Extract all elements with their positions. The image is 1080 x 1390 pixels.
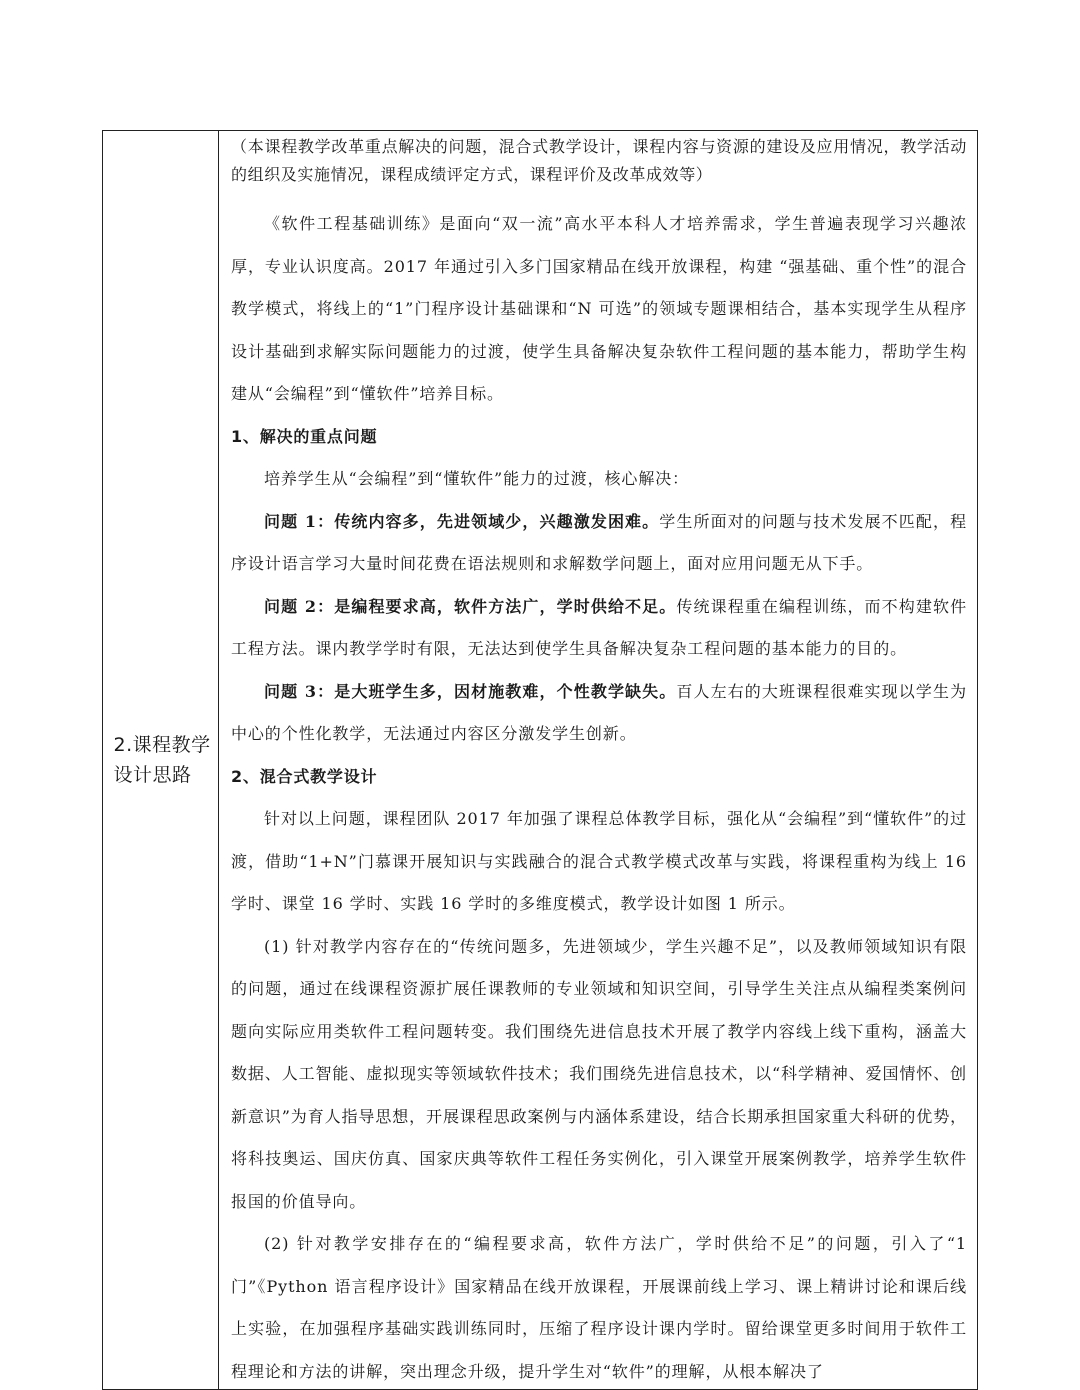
section1-heading: 1、解决的重点问题 [231, 426, 378, 446]
overview-paragraph: 《软件工程基础训练》是面向“双一流”高水平本科人才培养需求，学生普遍表现学习兴趣浓厚，专业认识度高。2017 年通过引入多门国家精品在线开放课程，构建 “强基础、重个性”的混合教学模式，将线上的“1”门程序设计基础课和“N 可选”的领域专题课相结合，基本实现学生从程序设计基础到求解实际问题能力的过渡，使学生具备解决复杂软件工程问题的基本能力，帮助学生构建从“会编程”到“懂软件”培养目标。 [231, 214, 967, 403]
section2-heading: 2、混合式教学设计 [231, 766, 378, 786]
problem-3-text: 百人左右的大班课程很难实现以学生为中心的个性化教学，无法通过内容区分激发学生创新。 [231, 681, 967, 743]
section2-item-2: (2) 针对教学安排存在的“编程要求高，软件方法广，学时供给不足”的问题，引入了“1门”《Python 语言程序设计》国家精品在线开放课程，开展课前线上学习、课上精讲讨论和课后线上实验，在加强程序基础实践训练同时，压缩了程序设计课内学时。留给课堂更多时间用于软件工程理论和方法的讲解，突出理念升级，提升学生对“软件”的理解，从根本解决了 [231, 1234, 967, 1381]
section-content-cell [219, 131, 977, 1389]
problem-3-title: 问题 3：是大班学生多，因材施教难，个性教学缺失。 [264, 681, 677, 701]
problem-2-text: 传统课程重在编程训练，而不构建软件工程方法。课内教学学时有限，无法达到使学生具备解决复杂工程问题的基本能力的目的。 [231, 596, 967, 658]
problem-2 [231, 586, 967, 671]
intro-note: （本课程教学改革重点解决的问题，混合式教学设计，课程内容与资源的建设及应用情况，教学活动的组织及实施情况，课程成绩评定方式，课程评价及改革成效等） [231, 137, 967, 184]
problem-1 [231, 501, 967, 586]
section1-lead: 培养学生从“会编程”到“懂软件”能力的过渡，核心解决： [264, 469, 690, 488]
problem-3 [231, 671, 967, 756]
section-label: 2.课程教学设计思路 [113, 734, 211, 786]
section2-item-1: (1) 针对教学内容存在的“传统问题多，先进领域少，学生兴趣不足”，以及教师领域知识有限的问题，通过在线课程资源扩展任课教师的专业领域和知识空间，引导学生关注点从编程类案例问题向实际应用类软件工程问题转变。我们围绕先进信息技术开展了教学内容线上线下重构，涵盖大数据、人工智能、虚拟现实等领域软件技术；我们围绕先进信息技术，以“科学精神、爱国情怀、创新意识”为育人指导思想，开展课程思政案例与内涵体系建设，结合长期承担国家重大科研的优势，将科技奥运、国庆仿真、国家庆典等软件工程任务实例化，引入课堂开展案例教学，培养学生软件报国的价值导向。 [231, 936, 967, 1211]
problem-2-title: 问题 2：是编程要求高，软件方法广，学时供给不足。 [264, 596, 677, 616]
problem-1-title: 问题 1：传统内容多，先进领域少，兴趣激发困难。 [264, 511, 660, 531]
course-design-table [102, 130, 978, 1390]
section-label-cell [103, 131, 219, 1389]
problem-1-text: 学生所面对的问题与技术发展不匹配，程序设计语言学习大量时间花费在语法规则和求解数学问题上，面对应用问题无从下手。 [231, 511, 967, 573]
section2-intro: 针对以上问题，课程团队 2017 年加强了课程总体教学目标，强化从“会编程”到“懂软件”的过渡，借助“1+N”门慕课开展知识与实践融合的混合式教学模式改革与实践，将课程重构为线上 16 学时、课堂 16 学时、实践 16 学时的多维度模式，教学设计如图 1 所示。 [231, 809, 967, 913]
